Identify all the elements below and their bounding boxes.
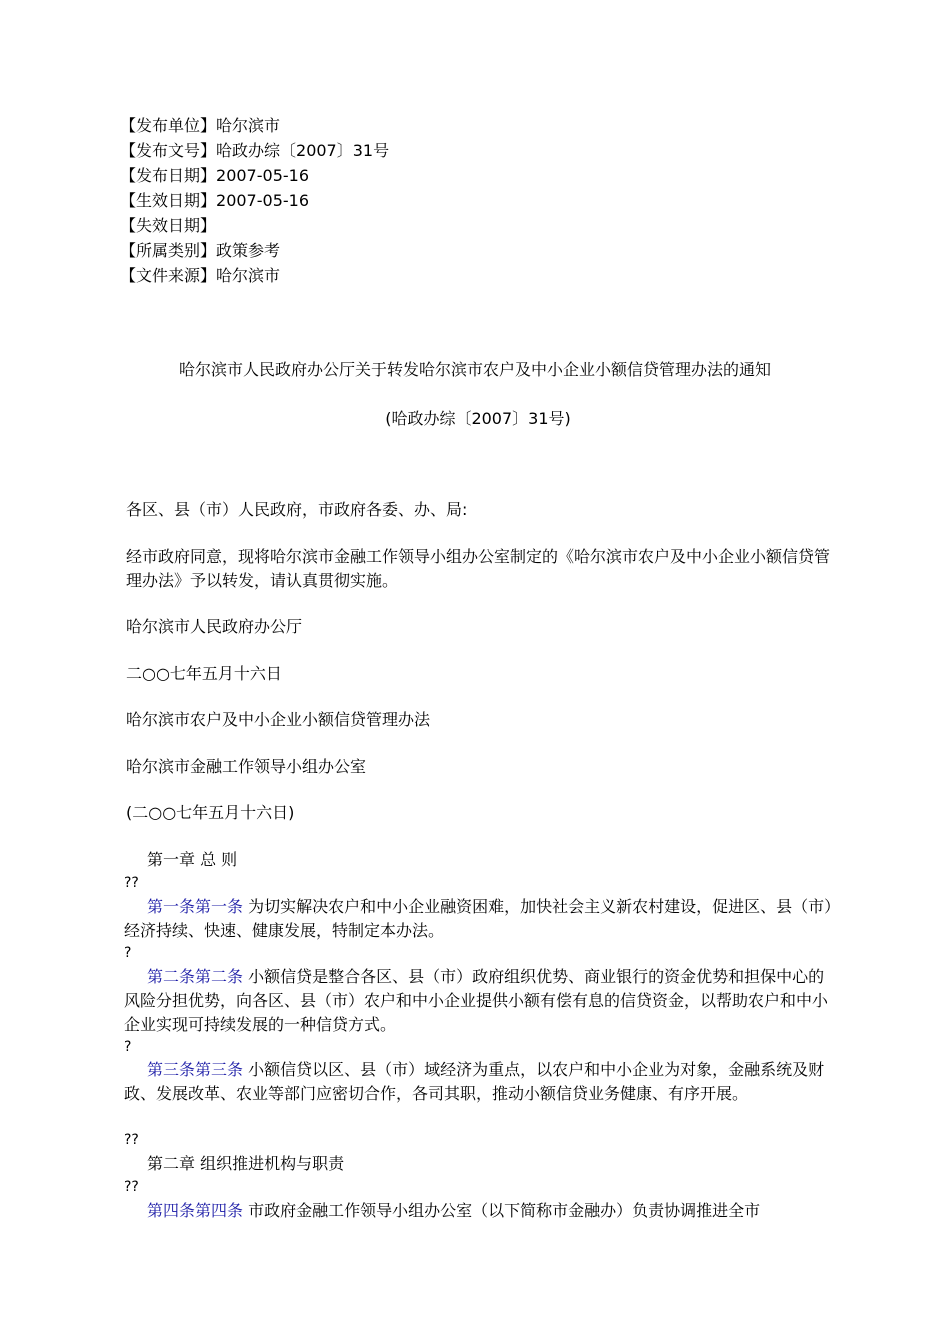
meta-value: 哈尔滨市: [216, 116, 281, 135]
meta-doc-number: [120, 138, 389, 163]
article-label: 第一条第一条: [147, 897, 244, 916]
issue-date: 二○○七年五月十六日: [126, 664, 282, 683]
meta-publisher: [120, 113, 389, 138]
meta-expiry-date: [120, 213, 389, 238]
meta-label: 【发布文号】: [120, 141, 217, 160]
article-text: 为切实解决农户和中小企业融资困难，加快社会主义新农村建设，促进区、县（市）经济持续、快速、健康发展，特制定本办法。: [124, 897, 833, 940]
meta-source: [120, 263, 389, 288]
article: [124, 1058, 836, 1106]
document-number: (哈政办综〔2007〕31号): [385, 409, 571, 428]
meta-effective-date: [120, 188, 389, 213]
article: [124, 895, 836, 943]
attachment-date: (二○○七年五月十六日): [126, 803, 295, 822]
addressee: 各区、县（市）人民政府，市政府各委、办、局:: [126, 500, 468, 519]
meta-label: 【生效日期】: [120, 191, 217, 210]
meta-publish-date: [120, 163, 389, 188]
meta-label: 【失效日期】: [120, 216, 217, 235]
article-text: 小额信贷以区、县（市）域经济为重点，以农户和中小企业为对象，金融系统及财政、发展改革、农业等部门应密切合作，各司其职，推动小额信贷业务健康、有序开展。: [124, 1060, 825, 1103]
meta-label: 【文件来源】: [120, 266, 217, 285]
meta-label: 【发布单位】: [120, 116, 217, 135]
chapter-heading: 第二章 组织推进机构与职责: [147, 1154, 345, 1173]
article-label: 第四条第四条: [147, 1201, 244, 1220]
meta-label: 【发布日期】: [120, 166, 217, 185]
unknown-char-mark: ?: [124, 945, 132, 961]
document-title: 哈尔滨市人民政府办公厅关于转发哈尔滨市农户及中小企业小额信贷管理办法的通知: [178, 360, 771, 379]
attachment-title: 哈尔滨市农户及中小企业小额信贷管理办法: [126, 710, 431, 729]
article-label: 第三条第三条: [147, 1060, 244, 1079]
unknown-char-mark: ?: [124, 1039, 132, 1055]
meta-value: 哈尔滨市: [216, 266, 281, 285]
meta-value: 2007-05-16: [216, 166, 309, 185]
article-label: 第二条第二条: [147, 967, 244, 986]
article-text: 市政府金融工作领导小组办公室（以下简称市金融办）负责协调推进全市: [243, 1201, 761, 1220]
unknown-char-mark: ??: [124, 875, 139, 891]
meta-category: [120, 238, 389, 263]
attachment-issuer: 哈尔滨市金融工作领导小组办公室: [126, 757, 367, 776]
article: [124, 965, 836, 1037]
document-metadata: [120, 113, 389, 288]
article-text: 小额信贷是整合各区、县（市）政府组织优势、商业银行的资金优势和担保中心的风险分担优势，向各区、县（市）农户和中小企业提供小额有偿有息的信贷资金，以帮助农户和中小企业实现可持续发展的一种信贷方式。: [124, 967, 829, 1034]
meta-label: 【所属类别】: [120, 241, 217, 260]
meta-value: 2007-05-16: [216, 191, 309, 210]
unknown-char-mark: ??: [124, 1132, 139, 1148]
body-paragraph: 经市政府同意，现将哈尔滨市金融工作领导小组办公室制定的《哈尔滨市农户及中小企业小额信贷管理办法》予以转发，请认真贯彻实施。: [126, 547, 831, 590]
unknown-char-mark: ??: [124, 1179, 139, 1195]
article: [124, 1199, 836, 1223]
meta-value: 政策参考: [216, 241, 281, 260]
meta-value: 哈政办综〔2007〕31号: [216, 141, 390, 160]
issuer: 哈尔滨市人民政府办公厅: [126, 617, 303, 636]
chapter-heading: 第一章 总 则: [147, 850, 238, 869]
